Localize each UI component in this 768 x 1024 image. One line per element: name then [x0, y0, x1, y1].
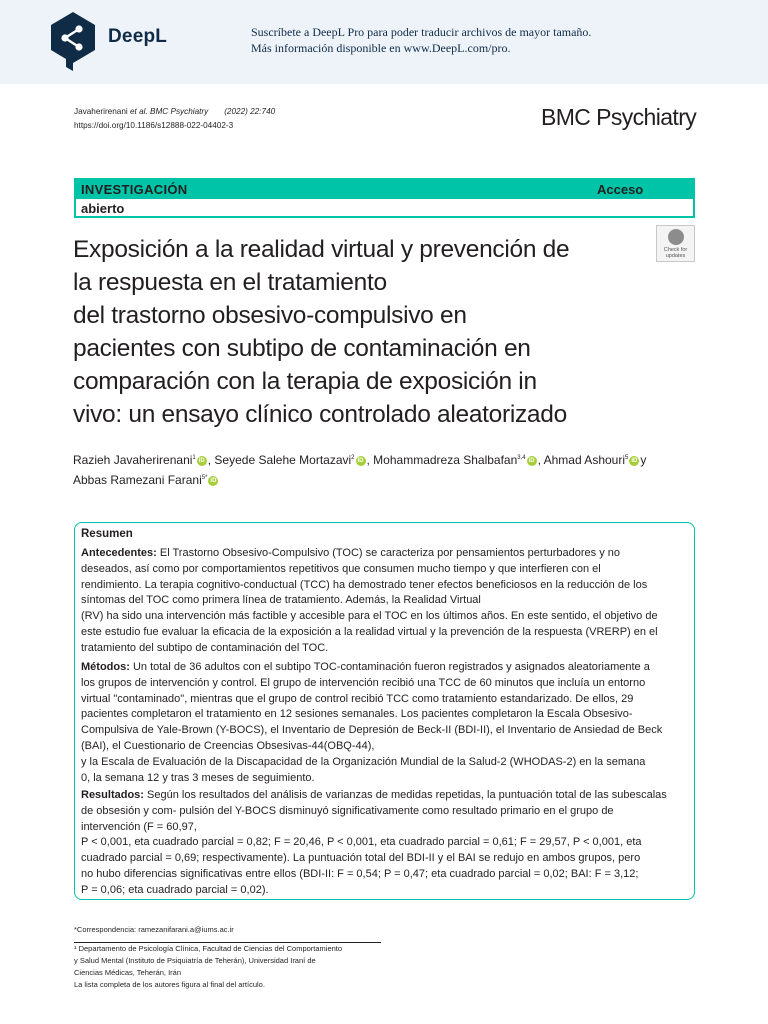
author-line-1: [73, 449, 703, 469]
open-label: abierto: [81, 201, 125, 216]
check-updates-line-1: Check for: [663, 247, 688, 253]
abstract-line: virtual "contaminado", mientras que el grupo de control recibió TCC como tratamiento estandarizado. De ellos, 29: [81, 692, 634, 705]
article-type-label: INVESTIGACIÓN: [81, 182, 188, 197]
abstract-line: y la Escala de Evaluación de la Discapacidad de la Organización Mundial de la Salud-2 (WHODAS-2) en la semana: [81, 755, 646, 768]
check-updates-line-2: updates: [665, 253, 686, 259]
title-line: comparación con la terapia de exposición in: [73, 368, 537, 395]
affiliation-note: [74, 943, 342, 991]
background-label: Antecedentes:: [81, 547, 157, 559]
check-for-updates-badge[interactable]: [656, 225, 695, 262]
author-affiliation-sup: 5: [625, 455, 629, 461]
affiliation-line: La lista completa de los autores figura al final del artículo.: [74, 980, 265, 989]
abstract-text: Según los resultados del análisis de varianzas de medidas repetidas, la puntuación total de las subescalas: [143, 789, 667, 801]
correspondence-note: *Correspondencia: ramezanifarani.a@iums.ac.ir: [74, 925, 234, 934]
promo-line-2: [251, 40, 591, 56]
author-conjunction: y: [640, 453, 647, 467]
citation-journal: et al. BMC Psychiatry: [129, 107, 209, 116]
results-label: Resultados:: [81, 789, 144, 801]
title-line: la respuesta en el tratamiento: [73, 269, 387, 296]
abstract-line: los grupos de intervención y control. El grupo de intervención recibió una TCC de 60 minutos que incluía un entorno: [81, 676, 646, 689]
author-name: , Ahmad Ashouri: [537, 453, 625, 467]
abstract-text: Un total de 36 adultos con el subtipo TOC-contaminación fueron registrados y asignados aleatoriamente a: [129, 661, 650, 673]
citation: [74, 105, 275, 133]
citation-volume: (2022) 22:740: [224, 107, 276, 116]
citation-authors: Javaherirenani: [74, 107, 130, 116]
orcid-icon[interactable]: iD: [631, 457, 638, 464]
abstract-line: (RV) ha sido una intervención más factible y accesible para el TOC en los últimos años. En este sentido, el objetivo de: [81, 610, 658, 623]
citation-doi[interactable]: https://doi.org/10.1186/s12888-022-04402-3: [74, 121, 234, 130]
abstract-line: [81, 788, 685, 804]
abstract-line: tratamiento del subtipo de contaminación del TOC.: [81, 641, 329, 654]
abstract-line: deseados, así como por comportamientos repetitivos que consumen mucho tiempo y que interfieren con el: [81, 562, 601, 575]
abstract-background: [81, 546, 685, 657]
orcid-icon[interactable]: iD: [210, 477, 217, 484]
orcid-icon[interactable]: iD: [357, 457, 364, 464]
article-title: [73, 233, 673, 431]
check-updates-text: [657, 247, 694, 259]
abstract-methods: [81, 660, 685, 786]
author-affiliation-sup: 3,4: [517, 455, 526, 461]
promo-line-2-suffix: .: [507, 41, 511, 55]
abstract-text: El Trastorno Obsesivo-Compulsivo (TOC) se caracteriza por pensamientos perturbadores y no: [156, 547, 621, 559]
abstract-line: de obsesión y com- pulsión del Y-BOCS disminuyó significativamente como resultado primario en el grupo de: [81, 804, 614, 817]
deepl-pro-link[interactable]: www.DeepL.com/pro: [403, 41, 508, 55]
title-line: vivo: un ensayo clínico controlado aleatorizado: [73, 401, 567, 428]
author-list: [73, 449, 703, 489]
abstract-line: (BAI), el Cuestionario de Creencias Obsesivas-44(OBQ-44),: [81, 739, 375, 752]
deepl-promo-text: [251, 24, 591, 56]
methods-label: Métodos:: [81, 661, 130, 673]
promo-line-2-prefix: Más información disponible en: [251, 41, 404, 55]
author-name: Abbas Ramezani Farani: [73, 473, 202, 487]
abstract-line: síntomas del TOC como primera línea de tratamiento. Además, la Realidad Virtual: [81, 594, 481, 607]
deepl-banner: [0, 0, 768, 84]
title-line: del trastorno obsesivo-compulsivo en: [73, 302, 467, 329]
abstract-line: P < 0,001, eta cuadrado parcial = 0,82; F = 20,46, P < 0,001, eta cuadrado parcial = 0,61; F = 29,57, P < 0,001, eta: [81, 836, 642, 849]
title-line: Exposición a la realidad virtual y prevención de: [73, 236, 570, 263]
abstract-heading: Resumen: [81, 528, 133, 540]
journal-name: BMC Psychiatry: [541, 104, 697, 130]
abstract-line: intervención (F = 60,97,: [81, 820, 197, 833]
author-name: , Seyede Salehe Mortazavi: [207, 453, 352, 467]
abstract-line: Compulsiva de Yale-Brown (Y-BOCS), el Inventario de Depresión de Beck-II (BDI-II), el Inventario de Ansiedad de Beck: [81, 724, 663, 737]
abstract-line: rendimiento. La terapia cognitivo-conductual (TCC) ha demostrado tener efectos beneficiosos en la reducción de los: [81, 578, 648, 591]
abstract-line: 0, la semana 12 y tras 3 meses de seguimiento.: [81, 771, 315, 784]
abstract-line: este estudio fue evaluar la eficacia de la exposición a la realidad virtual y la prevención de la respuesta (VRERP) en el: [81, 625, 658, 638]
title-line: pacientes con subtipo de contaminación en: [73, 335, 531, 362]
abstract-results: [81, 788, 685, 899]
author-affiliation-sup: 2: [351, 455, 355, 461]
check-updates-icon: [668, 229, 684, 245]
orcid-icon[interactable]: iD: [198, 457, 205, 464]
promo-line-1: Suscríbete a DeepL Pro para poder traducir archivos de mayor tamaño.: [251, 25, 592, 39]
deepl-logo-icon: [48, 10, 98, 72]
orcid-icon[interactable]: iD: [528, 457, 535, 464]
abstract-line: [81, 546, 685, 562]
abstract-line: pacientes completaron el tratamiento en 12 sesiones semanales. Los pacientes completaron la Escala Obsesivo-: [81, 708, 633, 721]
abstract-line: [81, 660, 685, 676]
affiliation-line: Ciencias Médicas, Teherán, Irán: [74, 968, 181, 977]
abstract-line: P = 0,06; eta cuadrado parcial = 0,02).: [81, 883, 269, 896]
author-name: Razieh Javaherirenani: [73, 453, 193, 467]
article-type-band: [76, 180, 693, 199]
article-type-bar: [74, 178, 695, 218]
abstract-line: cuadrado parcial = 0,69; respectivamente). La puntuación total del BDI-II y el BAI se redujo en ambos grupos, pero: [81, 852, 641, 865]
affiliation-line: ¹ Departamento de Psicología Clínica, Facultad de Ciencias del Comportamiento: [74, 944, 343, 953]
affiliation-line: y Salud Mental (Instituto de Psiquiatría de Teherán), Universidad Iraní de: [74, 956, 316, 965]
author-affiliation-sup: 1: [192, 455, 196, 461]
access-label: Acceso: [597, 182, 644, 197]
author-affiliation-sup: 5*: [201, 475, 208, 481]
abstract-line: no hubo diferencias significativas entre ellos (BDI-II: F = 0,54; P = 0,47; eta cuadrado parcial = 0,02; BAI: F = 3,12;: [81, 867, 639, 880]
author-line-2: [73, 469, 703, 489]
citation-line: [74, 105, 275, 119]
deepl-brand-name: DeepL: [108, 26, 168, 47]
author-name: , Mohammadreza Shalbafan: [366, 453, 518, 467]
